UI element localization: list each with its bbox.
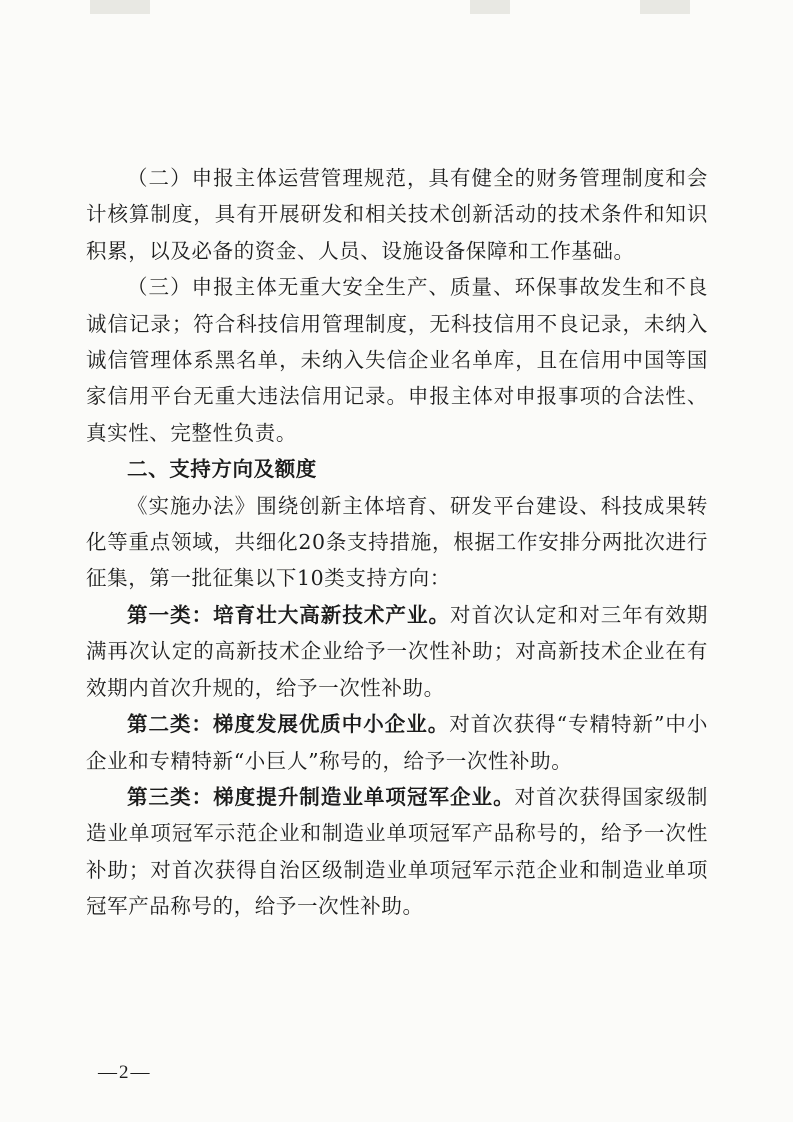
category-title: 第一类：培育壮大高新技术产业。 — [127, 602, 451, 627]
paragraph — [86, 269, 708, 451]
paragraph — [86, 597, 708, 706]
section-heading: 二、支持方向及额度 — [127, 457, 317, 482]
paragraph — [86, 706, 708, 779]
document-body — [86, 160, 708, 925]
scan-artifact — [470, 0, 510, 14]
paragraph-text: 对首次获得“专精特新”中小企业和专精特新“小巨人”称号的，给予一次性补助。 — [86, 712, 708, 773]
scan-artifact — [90, 0, 150, 14]
paragraph — [86, 779, 708, 925]
paragraph-text: （三）申报主体无重大安全生产、质量、环保事故发生和不良诚信记录；符合科技信用管理制度，无科技信用不良记录，未纳入诚信管理体系黑名单，未纳入失信企业名单库，且在信用中国等国家信用平台无重大违法信用记录。申报主体对申报事项的合法性、真实性、完整性负责。 — [86, 275, 708, 445]
page-number: —2— — [98, 1062, 152, 1083]
paragraph-text: （二）申报主体运营管理规范，具有健全的财务管理制度和会计核算制度，具有开展研发和相关技术创新活动的技术条件和知识积累，以及必备的资金、人员、设施设备保障和工作基础。 — [86, 166, 708, 263]
paragraph-text: 《实施办法》围绕创新主体培育、研发平台建设、科技成果转化等重点领域，共细化20条支持措施，根据工作安排分两批次进行征集，第一批征集以下10类支持方向： — [86, 493, 708, 591]
paragraph — [86, 488, 708, 597]
paragraph-text: 对首次获得国家级制造业单项冠军示范企业和制造业单项冠军产品称号的，给予一次性补助；对首次获得自治区级制造业单项冠军示范企业和制造业单项冠军产品称号的，给予一次性补助。 — [86, 784, 708, 919]
category-title: 第三类：梯度提升制造业单项冠军企业。 — [127, 784, 515, 809]
paragraph — [86, 160, 708, 269]
category-title: 第二类：梯度发展优质中小企业。 — [127, 712, 450, 737]
scan-artifact — [640, 0, 690, 14]
paragraph-text: 对首次认定和对三年有效期满再次认定的高新技术企业给予一次性补助；对高新技术企业在有效期内首次升规的，给予一次性补助。 — [86, 602, 709, 700]
